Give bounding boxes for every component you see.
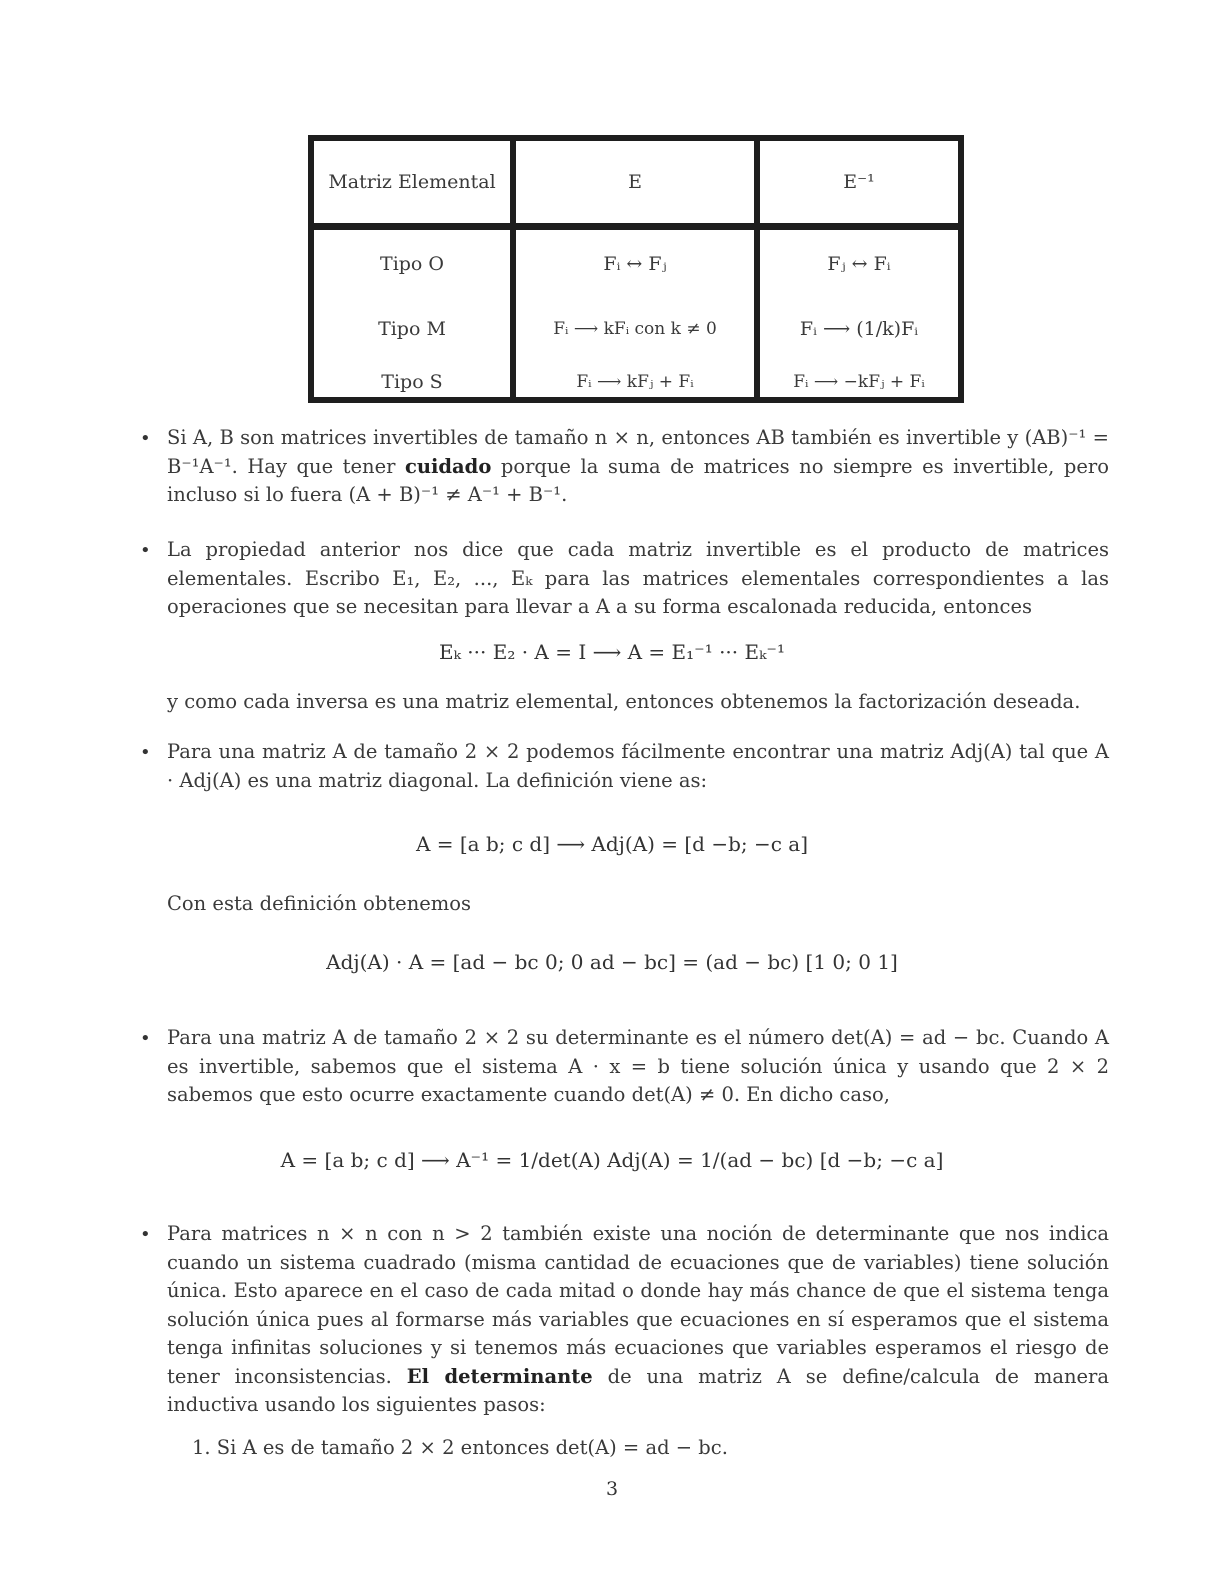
paragraph-text: Si A, B son matrices invertibles de tamaño n × n, entonces AB también es invertible y (AB)⁻¹ = B⁻¹A⁻¹. Hay que tener [167,426,1109,478]
bold-term: cuidado [404,454,492,478]
table-cell: Fᵢ ⟶ kFᵢ con k ≠ 0 [553,319,717,339]
table-cell: Fᵢ ⟶ kFⱼ + Fᵢ [576,372,694,392]
numbered-item: 1. Si A es de tamaño 2 × 2 entonces det(A) = ad − bc. [192,1436,728,1459]
table-cell: Fᵢ ⟶ (1/k)Fᵢ [799,318,919,340]
bullet-marker: • [140,540,151,561]
bullet-marker: • [140,1028,151,1049]
bullet-paragraph: Para una matriz A de tamaño 2 × 2 podemos fácilmente encontrar una matriz Adj(A) tal que A · Adj(A) es una matriz diagonal. La definición viene as: [167,740,1109,792]
table-cell: Fⱼ ↔ Fᵢ [827,253,891,275]
bullet-paragraph: Con esta definición obtenemos [167,892,472,915]
paragraph-text: de una matriz A se define/calcula de manera inductiva usando los siguientes pasos: [167,1364,1110,1416]
bullet-marker: • [140,1224,151,1245]
elementary-matrix-table [308,135,964,403]
page-number: 3 [605,1478,619,1500]
equation: A = [a b; c d] ⟶ Adj(A) = [d −b; −c a] [415,832,809,856]
paragraph-text: Para matrices n × n con n > 2 también existe una noción de determinante que nos indica cuando un sistema cuadrado (misma cantidad de ecuaciones que de variables) tiene solución única. Esto aparece en el caso de cada mitad o donde hay más chance de que el sistema tenga solución única pues al formarse más variables que ecuaciones en sí esperamos que el sistema tenga infinitas soluciones y si tenemos más ecuaciones que variables esperamos el riesgo de tener inconsistencias. [167,1222,1109,1388]
paragraph-text: porque la suma de matrices no siempre es invertible, pero incluso si lo fuera (A + B)⁻¹ ≠ A⁻¹ + B⁻¹. [167,454,1109,506]
equation: Eₖ ··· E₂ · A = I ⟶ A = E₁⁻¹ ··· Eₖ⁻¹ [439,640,785,664]
bullet-paragraph [167,424,1109,510]
table-header-divider [314,223,958,230]
table-cell: Tipo M [378,318,446,340]
bullet-marker: • [140,428,151,449]
table-header-cell: Matriz Elemental [328,171,496,193]
table-header-cell: E [628,171,642,193]
bullet-paragraph: Para una matriz A de tamaño 2 × 2 su determinante es el número det(A) = ad − bc. Cuando A es invertible, sabemos que el sistema A · x = b tiene solución única y usando que 2 × 2 sabemos que esto ocurre exactamente cuando det(A) ≠ 0. En dicho caso, [167,1026,1109,1106]
table-cell: Fᵢ ↔ Fⱼ [603,253,667,275]
bullet-paragraph: y como cada inversa es una matriz elemental, entonces obtenemos la factorización deseada. [167,690,1081,713]
table-cell: Tipo O [380,253,444,275]
equation: Adj(A) · A = [ad − bc 0; 0 ad − bc] = (ad − bc) [1 0; 0 1] [326,950,898,974]
bold-term: El determinante [406,1364,593,1388]
bullet-paragraph [167,1220,1109,1420]
table-header-cell: E⁻¹ [843,171,875,193]
equation: A = [a b; c d] ⟶ A⁻¹ = 1/det(A) Adj(A) = 1/(ad − bc) [d −b; −c a] [280,1148,944,1172]
bullet-marker: • [140,742,151,763]
bullet-paragraph: La propiedad anterior nos dice que cada matriz invertible es el producto de matrices elementales. Escribo E₁, E₂, ..., Eₖ para las matrices elementales correspondientes a las operaciones que se necesitan para llevar a A a su forma escalonada reducida, entonces [167,538,1109,618]
table-cell: Fᵢ ⟶ −kFⱼ + Fᵢ [793,372,925,392]
table-cell: Tipo S [381,371,443,393]
